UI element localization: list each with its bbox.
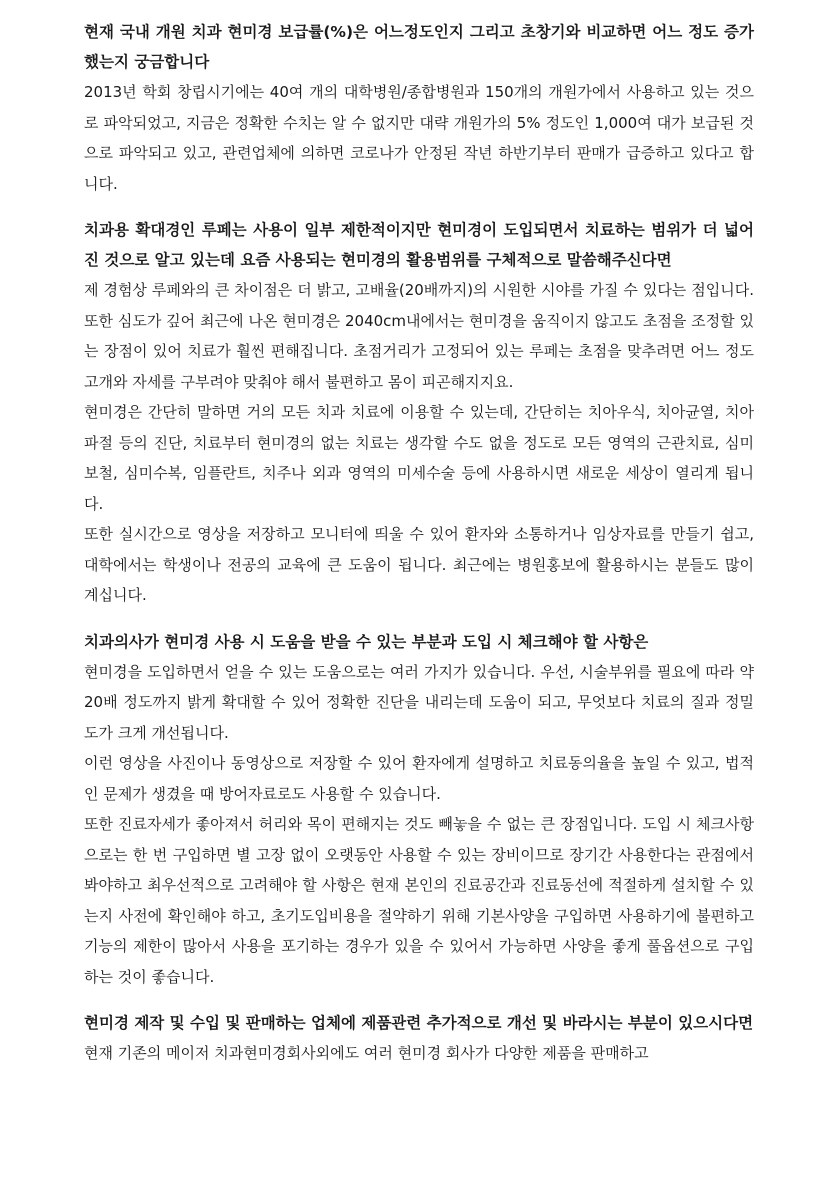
document-page (84, 17, 754, 1085)
qa-section-1 (84, 17, 754, 199)
answer-paragraph: 현미경은 간단히 말하면 거의 모든 치과 치료에 이용할 수 있는데, 간단히는 치아우식, 치아균열, 치아파절 등의 진단, 치료부터 현미경의 없는 치료는 생각할 수도 없을 정도로 모든 영역의 근관치료, 심미보철, 심미수복, 임플란트, 치주나 외과 영역의 미세수술 등에 사용하시면 새로운 세상이 열리게 됩니다. (84, 403, 754, 513)
answer-paragraph: 이런 영상을 사진이나 동영상으로 저장할 수 있어 환자에게 설명하고 치료동의율을 높일 수 있고, 법적인 문제가 생겼을 때 방어자료로도 사용할 수 있습니다. (84, 754, 754, 803)
question-heading: 치과용 확대경인 루페는 사용이 일부 제한적이지만 현미경이 도입되면서 치료하는 범위가 더 넓어진 것으로 알고 있는데 요즘 사용되는 현미경의 활용범위를 구체적으로 말씀해주신다면 (84, 221, 754, 269)
qa-section-3 (84, 627, 754, 993)
answer-paragraph: 제 경험상 루페와의 큰 차이점은 더 밝고, 고배율(20배까지)의 시원한 시야를 가질 수 있다는 점입니다. 또한 심도가 깊어 최근에 나온 현미경은 2040cm내에서는 현미경을 움직이지 않고도 초점을 조정할 있는 장점이 있어 치료가 훨씬 편해집니다. 초점거리가 고정되어 있는 루페는 초점을 맞추려면 어느 정도 고개와 자세를 구부려야 맞춰야 해서 불편하고 몸이 피곤해지지요. (84, 281, 754, 391)
answer-paragraph: 또한 실시간으로 영상을 저장하고 모니터에 띄울 수 있어 환자와 소통하거나 임상자료를 만들기 쉽고, 대학에서는 학생이나 전공의 교육에 큰 도움이 됩니다. 최근에는 병원홍보에 활용하시는 분들도 많이 계십니다. (84, 525, 754, 604)
question-heading: 치과의사가 현미경 사용 시 도움을 받을 수 있는 부분과 도입 시 체크해야 할 사항은 (84, 632, 649, 651)
question-heading: 현재 국내 개원 치과 현미경 보급률(%)은 어느정도인지 그리고 초창기와 비교하면 어느 정도 증가했는지 궁금합니다 (84, 23, 754, 71)
answer-paragraph: 또한 진료자세가 좋아져서 허리와 목이 편해지는 것도 빼놓을 수 없는 큰 장점입니다. 도입 시 체크사항으로는 한 번 구입하면 별 고장 없이 오랫동안 사용할 수 있는 장비이므로 장기간 사용한다는 관점에서 봐야하고 최우선적으로 고려해야 할 사항은 현재 본인의 진료공간과 진료동선에 적절하게 설치할 수 있는지 사전에 확인해야 하고, 초기도입비용을 절약하기 위해 기본사양을 구입하면 사용하기에 불편하고 기능의 제한이 많아서 사용을 포기하는 경우가 있을 수 있어서 가능하면 사양을 좋게 풀옵션으로 구입하는 것이 좋습니다. (84, 815, 754, 986)
qa-section-2 (84, 215, 754, 611)
question-heading: 현미경 제작 및 수입 및 판매하는 업체에 제품관련 추가적으로 개선 및 바라시는 부분이 있으시다면 (84, 1014, 754, 1032)
answer-paragraph: 현미경을 도입하면서 얻을 수 있는 도움으로는 여러 가지가 있습니다. 우선, 시술부위를 필요에 따라 약 20배 정도까지 밝게 확대할 수 있어 정확한 진단을 내리는데 도움이 되고, 무엇보다 치료의 질과 정밀도가 크게 개선됩니다. (84, 662, 754, 742)
answer-paragraph: 2013년 학회 창립시기에는 40여 개의 대학병원/종합병원과 150개의 개원가에서 사용하고 있는 것으로 파악되었고, 지금은 정확한 수치는 알 수 없지만 대략 개원가의 5% 정도인 1,000여 대가 보급된 것으로 파악되고 있고, 관련업체에 의하면 코로나가 안정된 작년 하반기부터 판매가 급증하고 있다고 합니다. (84, 83, 754, 193)
answer-paragraph: 현재 기존의 메이저 치과현미경회사외에도 여러 현미경 회사가 다양한 제품을 판매하고 (84, 1044, 649, 1062)
qa-section-4 (84, 1008, 754, 1069)
